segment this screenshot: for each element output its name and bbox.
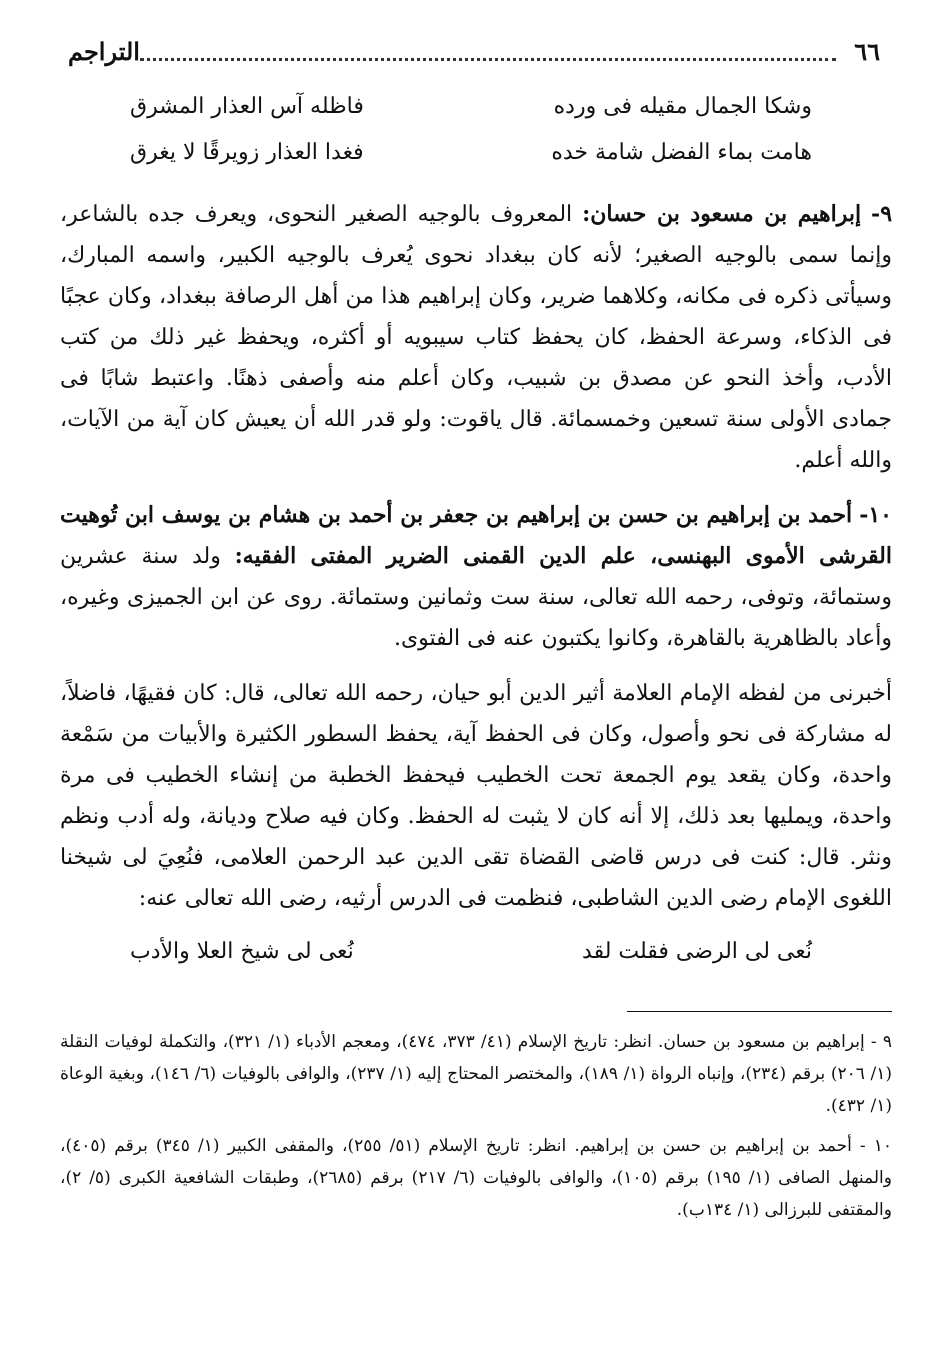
footnote-10: ١٠ - أحمد بن إبراهيم بن حسن بن إبراهيم. انظر: تاريخ الإسلام (٥١/ ٢٥٥)، والمقفى الكبير (١/ ٣٤٥) برقم (٤٠٥)، والمنهل الصافى (١/ ١٩٥) برقم (١٠٥)، والوافى بالوفيات (٦/ ٢١٧) برقم (٢٦٨٥)، وطبقات الشافعية الكبرى (٥/ ٢)، والمقتفى للبرزالى (١/ ١٣٤ب). xyxy=(60,1136,893,1220)
footnote-separator xyxy=(627,1011,892,1012)
elegy-verse xyxy=(60,929,892,975)
verse-first-hemistich: وشكا الجمال مقيله فى ورده xyxy=(553,94,812,119)
running-title: التراجم xyxy=(68,37,140,66)
verse-first-hemistich: نُعى لى الرضى فقلت لقد xyxy=(582,939,812,964)
verse-second-hemistich: فاظله آس العذار المشرق xyxy=(130,94,364,119)
verse-second-hemistich: نُعى لى شيخ العلا والأدب xyxy=(130,939,354,964)
entry-number: ١٠- xyxy=(859,502,892,528)
opening-verses xyxy=(60,84,892,176)
verse-first-hemistich: هامت بماء الفضل شامة خده xyxy=(551,140,812,165)
entry-number: ٩- xyxy=(871,201,893,227)
page-number: ٦٦ xyxy=(854,37,880,66)
page-header xyxy=(60,30,892,74)
header-leader-dots xyxy=(140,58,836,61)
book-page xyxy=(60,30,892,1350)
entry-body: ولد سنة عشرين وستمائة، وتوفى، رحمه الله تعالى، سنة ست وثمانين وستمائة. روى عن ابن الجميزى وغيره، وأعاد بالظاهرية بالقاهرة، وكانوا يكتبون عنه فى الفتوى. xyxy=(60,544,892,651)
biography-entry-9 xyxy=(60,194,892,481)
verse-line xyxy=(60,84,892,130)
footnote-9: ٩ - إبراهيم بن مسعود بن حسان. انظر: تاريخ الإسلام (٤١/ ٣٧٣، ٤٧٤)، ومعجم الأدباء (١/ ٣٢١)، والتكملة لوفيات النقلة (١/ ٢٠٦) برقم (٢٣٤)، وإنباه الرواة (١/ ١٨٩)، والمختصر المحتاج إليه (١/ ٢٣٧)، والوافى بالوفيات (٦/ ١٤٦)، وبغية الوعاة (١/ ٤٣٢). xyxy=(60,1032,892,1116)
verse-second-hemistich: فغدا العذار زويرقًا لا يغرق xyxy=(130,140,364,165)
entry-name: إبراهيم بن مسعود بن حسان: xyxy=(582,201,862,227)
verse-line xyxy=(60,130,892,176)
entry-body: المعروف بالوجيه الصغير النحوى، ويعرف جده بالشاعر، وإنما سمى بالوجيه الصغير؛ لأنه كان ببغداد نحوى يُعرف بالوجيه الكبير، واسمه المبارك، وسيأتى ذكره فى مكانه، وكلاهما ضرير، وكان إبراهيم هذا من أهل الرصافة ببغداد، وكان عجبًا فى الذكاء، وسرعة الحفظ، كان يحفظ كتاب سيبويه أو أكثره، ويحفظ غير ذلك من كتب الأدب، وأخذ النحو عن مصدق بن شبيب، وكان أعلم منه وأصفى ذهنًا. واعتبط شابًا فى جمادى الأولى سنة تسعين وخمسمائة. قال ياقوت: ولو قدر الله أن يعيش كان آية من الآيات، والله أعلم. xyxy=(60,202,892,473)
biography-entry-10 xyxy=(60,495,892,659)
narration-paragraph: أخبرنى من لفظه الإمام العلامة أثير الدين أبو حيان، رحمه الله تعالى، قال: كان فقيهًا، فاضلاً، له مشاركة فى نحو وأصول، وكان فى الحفظ آية، يحفظ السطور الكثيرة والأبيات من سَمْعة واحدة، وكان يقعد يوم الجمعة تحت الخطيب فيحفظ الخطبة من إنشاء الخطيب فى مرة واحدة، ويمليها بعد ذلك، إلا أنه كان لا يثبت له الحفظ. وكان فيه صلاح وديانة، وله أدب ونظم ونثر. قال: كنت فى درس قاضى القضاة تقى الدين عبد الرحمن العلامى، فنُعِيَ لى شيخنا اللغوى الإمام رضى الدين الشاطبى، فنظمت فى الدرس أرثيه، رضى الله تعالى عنه: xyxy=(60,681,892,911)
entry-name: أحمد بن إبراهيم بن حسن بن إبراهيم بن جعفر بن أحمد بن هشام بن يوسف ابن تُوهيت القرشى الأموى البهنسى، علم الدين القمنى الضرير المفتى الفقيه: xyxy=(60,502,892,569)
